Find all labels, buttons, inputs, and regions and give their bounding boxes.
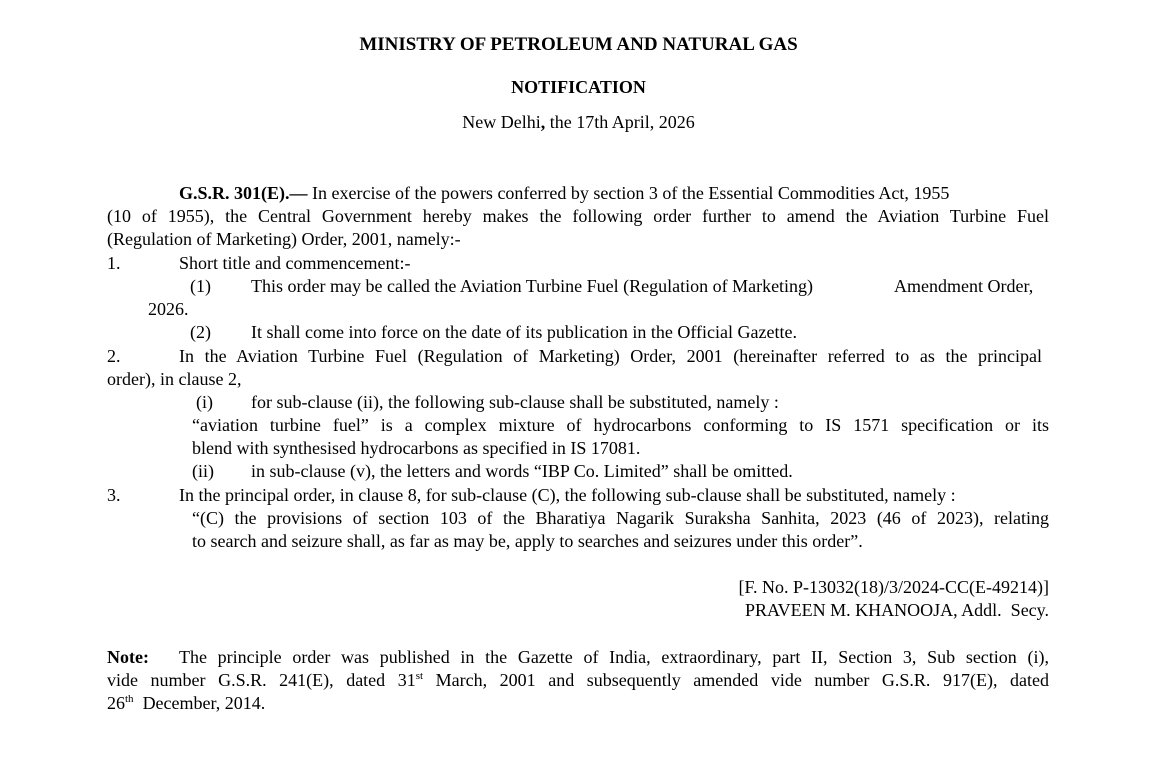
note-line-2-b: March, 2001 and subsequently amended vide number G.S.R. 917(E), dated	[423, 670, 1049, 690]
note-line-2	[107, 669, 1049, 692]
dateline-comma: ,	[540, 112, 546, 132]
para1-sub2-number: (2)	[190, 322, 211, 342]
note-line-2-sup: st	[415, 670, 424, 682]
para2-line-2: order), in clause 2,	[107, 369, 242, 389]
preamble-line-2: (10 of 1955), the Central Government hereby makes the following order further to amend the Aviation Turbine Fuel	[107, 206, 1049, 226]
para2-number: 2.	[107, 346, 121, 366]
preamble-text-1: In exercise of the powers conferred by section 3 of the Essential Commodities Act, 1955	[307, 183, 950, 203]
preamble-line-3: (Regulation of Marketing) Order, 2001, namely:-	[107, 229, 461, 249]
note-line-3-a: 26	[107, 693, 125, 713]
para3-line-1: In the principal order, in clause 8, for sub-clause (C), the following sub-clause shall be substituted, namely :	[179, 485, 956, 505]
para2-i-number: (i)	[196, 392, 213, 412]
note-line-2-a: vide number G.S.R. 241(E), dated 31	[107, 670, 416, 690]
ministry-title: MINISTRY OF PETROLEUM AND NATURAL GAS	[359, 34, 798, 55]
para3-quote-line-2: to search and seizure shall, as far as may be, apply to searches and seizures under this order”.	[192, 531, 863, 551]
signatory: PRAVEEN M. KHANOOJA, Addl. Secy.	[744, 600, 1049, 620]
para3-quote-line-1: “(C) the provisions of section 103 of the Bharatiya Nagarik Suraksha Sanhita, 2023 (46 of 2023), relating	[192, 508, 1049, 528]
gsr-number: G.S.R. 301(E).—	[179, 183, 308, 203]
preamble-line-1	[179, 182, 949, 205]
dateline-date: the 17th April, 2026	[545, 112, 695, 132]
file-number: [F. No. P-13032(18)/3/2024-CC(E-49214)]	[738, 577, 1049, 597]
para1-number: 1.	[107, 253, 121, 273]
para1-sub1-text-end: Amendment Order,	[894, 276, 1034, 296]
para2-ii-number: (ii)	[192, 461, 214, 481]
note-label: Note:	[107, 647, 149, 667]
para2-i-text: for sub-clause (ii), the following sub-clause shall be substituted, namely :	[251, 392, 779, 412]
para1-sub1-number: (1)	[190, 276, 211, 296]
note-line-3-sup: th	[125, 693, 134, 705]
note-line-3-b: December, 2014.	[133, 693, 266, 713]
note-line-1: The principle order was published in the Gazette of India, extraordinary, part II, Section 3, Sub section (i),	[179, 647, 1049, 667]
para1-sub1-text: This order may be called the Aviation Turbine Fuel (Regulation of Marketing)	[251, 276, 814, 296]
para3-number: 3.	[107, 485, 121, 505]
para2-quote-line-2: blend with synthesised hydrocarbons as specified in IS 17081.	[192, 438, 641, 458]
dateline	[0, 111, 1157, 134]
note-line-3	[107, 692, 265, 715]
notification-heading: NOTIFICATION	[511, 77, 646, 97]
para2-line-1: In the Aviation Turbine Fuel (Regulation of Marketing) Order, 2001 (hereinafter referred to as the principal	[179, 346, 1042, 366]
para1-sub2-text: It shall come into force on the date of its publication in the Official Gazette.	[251, 322, 797, 342]
dateline-place: New Delhi	[462, 112, 541, 132]
para2-quote-line-1: “aviation turbine fuel” is a complex mixture of hydrocarbons conforming to IS 1571 specification or its	[192, 415, 1049, 435]
para2-ii-text: in sub-clause (v), the letters and words “IBP Co. Limited” shall be omitted.	[251, 461, 793, 481]
para1-sub1-year: 2026.	[148, 299, 189, 319]
para1-heading: Short title and commencement:-	[179, 253, 411, 273]
